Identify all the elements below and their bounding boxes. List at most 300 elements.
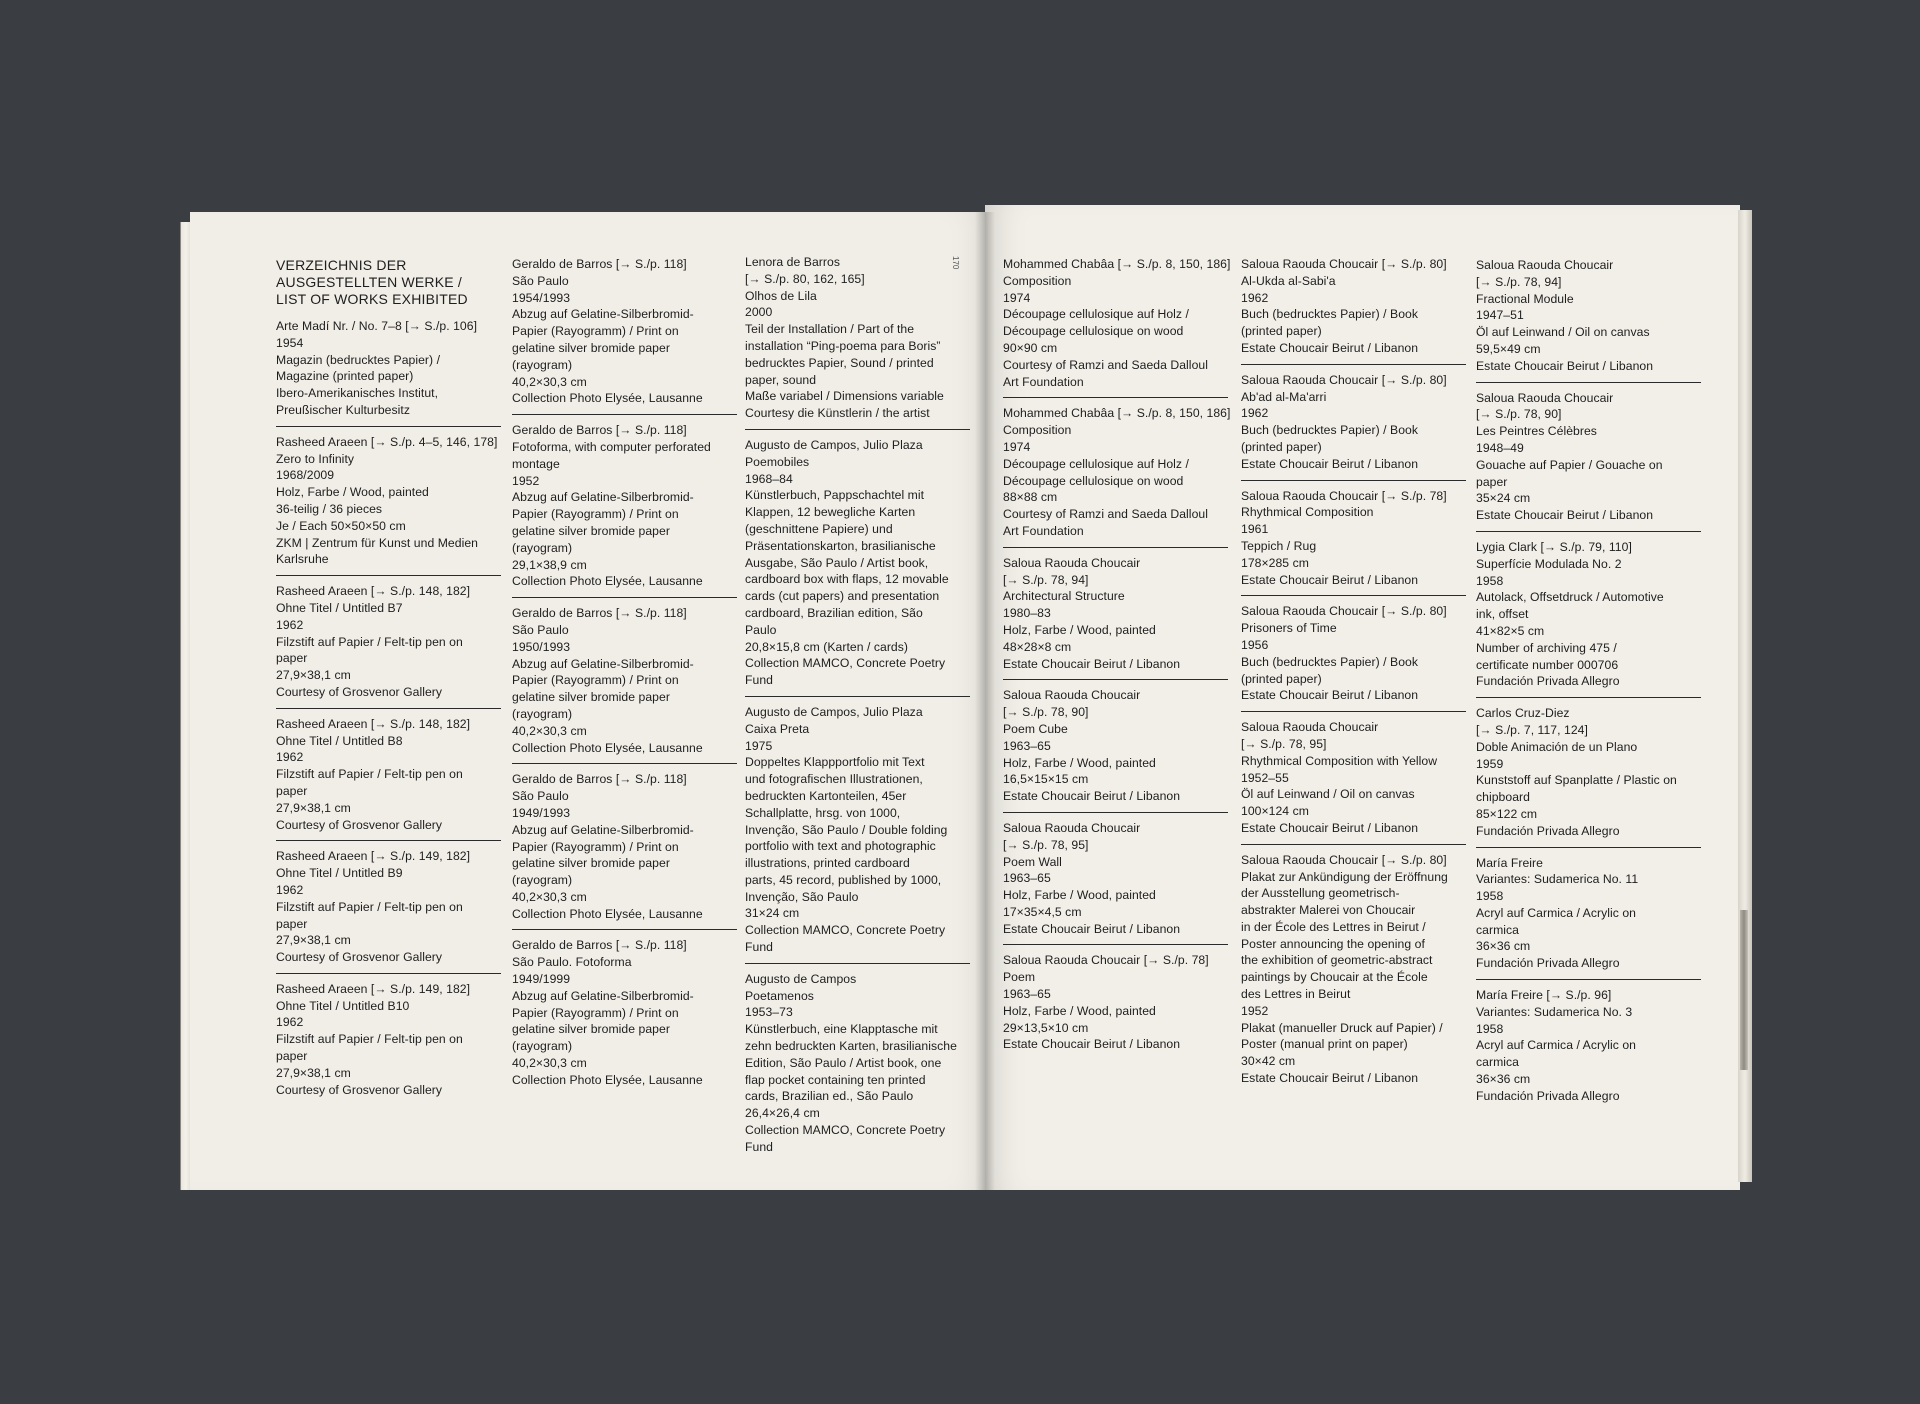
entry-line: 1963–65 xyxy=(1003,987,1051,1002)
entry-line: Estate Choucair Beirut / Libanon xyxy=(1476,358,1654,373)
entry-line: 1954/1993 xyxy=(512,290,571,305)
entry-line: 1980–83 xyxy=(1003,606,1051,621)
entry-line: the exhibition of geometric-abstract xyxy=(1241,953,1433,968)
entry-line: Abzug auf Gelatine-Silberbromid- xyxy=(512,656,694,671)
entry-line: Geraldo de Barros [→ S./p. 118] xyxy=(512,257,687,271)
work-entry xyxy=(276,716,501,842)
entry-line: Künstlerbuch, eine Klapptasche mit xyxy=(745,1022,938,1037)
entry-line: Acryl auf Carmica / Acrylic on xyxy=(1476,1038,1636,1053)
entry-line: Estate Choucair Beirut / Libanon xyxy=(1241,340,1419,355)
entry-line: Rasheed Araeen [→ S./p. 149, 182] xyxy=(276,849,471,864)
entry-line: Collection MAMCO, Concrete Poetry xyxy=(745,923,946,938)
entry-line: Rasheed Araeen [→ S./p. 148, 182] xyxy=(276,716,471,731)
entry-line: (geschnittene Papiere) und xyxy=(745,521,893,536)
entry-line: paintings by Choucair at the École xyxy=(1241,970,1428,985)
entry-line: Holz, Farbe / Wood, painted xyxy=(1003,1003,1156,1018)
entry-line: Estate Choucair Beirut / Libanon xyxy=(1241,688,1419,703)
entry-line: Poster (manual print on paper) xyxy=(1241,1037,1408,1052)
work-entry xyxy=(276,981,501,1106)
entry-line: 88×88 cm xyxy=(1003,490,1058,505)
work-entry xyxy=(1476,855,1701,981)
entry-line: 1962 xyxy=(276,1015,304,1030)
entry-line: São Paulo. Fotoforma xyxy=(512,955,632,970)
entry-line: 26,4×26,4 cm xyxy=(745,1106,820,1121)
work-entry xyxy=(1003,256,1231,398)
entry-line: Estate Choucair Beirut / Libanon xyxy=(1476,508,1654,523)
entry-line: Fundación Privada Allegro xyxy=(1476,956,1620,971)
entry-line: Découpage cellulosique on wood xyxy=(1003,324,1184,339)
entry-line: Courtesy of Grosvenor Gallery xyxy=(276,684,443,699)
work-entry xyxy=(1003,820,1228,946)
entry-line: Carlos Cruz-Diez xyxy=(1476,706,1570,721)
entry-line: Fund xyxy=(745,1139,773,1154)
entry-line: carmica xyxy=(1476,1055,1520,1070)
entry-line: (printed paper) xyxy=(1241,324,1322,339)
work-entry xyxy=(1241,256,1466,365)
entry-line: Estate Choucair Beirut / Libanon xyxy=(1003,789,1181,804)
entry-line: Buch (bedrucktes Papier) / Book xyxy=(1241,423,1419,438)
entry-line: illustrations, printed cardboard xyxy=(745,856,910,871)
entry-line: Découpage cellulosique auf Holz / xyxy=(1003,307,1189,322)
work-entry xyxy=(745,704,970,964)
entry-line: 27,9×38,1 cm xyxy=(276,1065,351,1080)
entry-line: Maße variabel / Dimensions variable xyxy=(745,389,944,404)
entry-line: Preußischer Kulturbesitz xyxy=(276,402,410,417)
entry-line: Holz, Farbe / Wood, painted xyxy=(1003,755,1156,770)
entry-line: Invenção, São Paulo / Double folding xyxy=(745,822,948,837)
entry-line: Courtesy of Grosvenor Gallery xyxy=(276,1082,443,1097)
entry-line: Papier (Rayogramm) / Print on xyxy=(512,839,679,854)
entry-line: paper xyxy=(276,1049,308,1064)
entry-line: Kunststoff auf Spanplatte / Plastic on xyxy=(1476,773,1677,788)
entry-line: Saloua Raouda Choucair [→ S./p. 80] xyxy=(1241,604,1447,619)
entry-line: gelatine silver bromide paper xyxy=(512,523,670,538)
book-gutter xyxy=(975,212,995,1190)
entry-line: Saloua Raouda Choucair [→ S./p. 78] xyxy=(1241,488,1447,503)
entry-line: Lygia Clark [→ S./p. 79, 110] xyxy=(1476,539,1632,554)
entry-line: 20,8×15,8 cm (Karten / cards) xyxy=(745,639,909,654)
work-entry xyxy=(1241,603,1466,712)
entry-line: Estate Choucair Beirut / Libanon xyxy=(1003,656,1181,671)
work-entry xyxy=(745,437,970,697)
entry-line: Augusto de Campos, Julio Plaza xyxy=(745,704,923,719)
entry-line: Doble Animación de un Plano xyxy=(1476,739,1638,754)
entry-line: Number of archiving 475 / xyxy=(1476,640,1617,655)
work-entry xyxy=(512,937,737,1095)
entry-line: Saloua Raouda Choucair [→ S./p. 78] xyxy=(1003,953,1209,968)
entry-line: Filzstift auf Papier / Felt-tip pen on xyxy=(276,899,463,914)
entry-line: Abzug auf Gelatine-Silberbromid- xyxy=(512,822,694,837)
entry-line: cards (cut papers) and presentation xyxy=(745,589,940,604)
entry-line: Poem Wall xyxy=(1003,854,1062,869)
entry-line: 1954 xyxy=(276,335,304,350)
entry-line: 100×124 cm xyxy=(1241,804,1309,819)
entry-line: Superfície Modulada No. 2 xyxy=(1476,556,1622,571)
entry-line: ink, offset xyxy=(1476,607,1529,622)
work-entry xyxy=(1241,852,1466,1094)
entry-line: paper xyxy=(276,651,308,666)
entry-line: Collection Photo Elysée, Lausanne xyxy=(512,1072,703,1087)
entry-line: Estate Choucair Beirut / Libanon xyxy=(1241,572,1419,587)
entry-line: gelatine silver bromide paper xyxy=(512,690,670,705)
entry-line: Collection Photo Elysée, Lausanne xyxy=(512,574,703,589)
entry-line: Poemobiles xyxy=(745,454,810,469)
entry-line: (rayogram) xyxy=(512,706,573,721)
entry-line: Prisoners of Time xyxy=(1241,621,1337,636)
entry-line: Augusto de Campos xyxy=(745,971,857,986)
entry-line: der Ausstellung geometrisch- xyxy=(1241,886,1400,901)
entry-line: Ohne Titel / Untitled B10 xyxy=(276,998,410,1013)
entry-line: und fotografischen Illustrationen, xyxy=(745,772,923,787)
entry-line: 27,9×38,1 cm xyxy=(276,800,351,815)
entry-line: Filzstift auf Papier / Felt-tip pen on xyxy=(276,634,463,649)
entry-line: 1963–65 xyxy=(1003,871,1051,886)
entry-line: 85×122 cm xyxy=(1476,806,1538,821)
entry-line: 1958 xyxy=(1476,1021,1504,1036)
entry-line: Poem xyxy=(1003,970,1036,985)
page-number: 170 xyxy=(951,256,960,270)
entry-line: 27,9×38,1 cm xyxy=(276,933,351,948)
entry-line: [→ S./p. 7, 117, 124] xyxy=(1476,722,1588,737)
entry-line: Fund xyxy=(745,940,773,955)
entry-line: [→ S./p. 78, 94] xyxy=(1476,274,1562,289)
entry-line: des Lettres in Beirut xyxy=(1241,987,1351,1002)
entry-line: chipboard xyxy=(1476,790,1530,805)
entry-line: 1947–51 xyxy=(1476,308,1524,323)
entry-line: Je / Each 50×50×50 cm xyxy=(276,518,406,533)
entry-line: 90×90 cm xyxy=(1003,340,1058,355)
entry-line: 1974 xyxy=(1003,290,1031,305)
entry-line: Magazine (printed paper) xyxy=(276,369,414,384)
entry-line: Ausgabe, São Paulo / Artist book, xyxy=(745,555,929,570)
entry-line: 1968–84 xyxy=(745,471,793,486)
entry-line: 1974 xyxy=(1003,439,1031,454)
entry-line: Öl auf Leinwand / Oil on canvas xyxy=(1241,787,1415,802)
entry-line: 1962 xyxy=(276,617,304,632)
entry-line: [→ S./p. 78, 95] xyxy=(1241,736,1327,751)
entry-line: Courtesy of Grosvenor Gallery xyxy=(276,817,443,832)
entry-line: Holz, Farbe / Wood, painted xyxy=(276,485,429,500)
entry-line: flap pocket containing ten printed xyxy=(745,1072,926,1087)
entry-line: Abzug auf Gelatine-Silberbromid- xyxy=(512,307,694,322)
entry-line: Papier (Rayogramm) / Print on xyxy=(512,673,679,688)
work-entry xyxy=(276,848,501,974)
entry-line: São Paulo xyxy=(512,622,569,637)
column-3 xyxy=(745,254,970,1170)
entry-line: (rayogram) xyxy=(512,1039,573,1054)
entry-line: 1948–49 xyxy=(1476,440,1524,455)
work-entry xyxy=(512,422,737,598)
entry-line: Collection MAMCO, Concrete Poetry xyxy=(745,656,946,671)
entry-line: gelatine silver bromide paper xyxy=(512,340,670,355)
column-5 xyxy=(1241,256,1466,1101)
entry-line: 1958 xyxy=(1476,573,1504,588)
entry-line: Zero to Infinity xyxy=(276,451,355,466)
entry-line: gelatine silver bromide paper xyxy=(512,856,670,871)
work-entry xyxy=(1241,372,1466,481)
entry-line: Estate Choucair Beirut / Libanon xyxy=(1241,1071,1419,1086)
entry-line: 1962 xyxy=(276,882,304,897)
entry-line: Olhos de Lila xyxy=(745,288,817,303)
entry-line: Art Foundation xyxy=(1003,374,1084,389)
entry-line: cardboard box with flaps, 12 movable xyxy=(745,572,949,587)
entry-line: Autolack, Offsetdruck / Automotive xyxy=(1476,590,1664,605)
entry-line: 1950/1993 xyxy=(512,639,571,654)
entry-line: Fundación Privada Allegro xyxy=(1476,823,1620,838)
entry-line: (printed paper) xyxy=(1241,671,1322,686)
entry-line: Acryl auf Carmica / Acrylic on xyxy=(1476,905,1636,920)
entry-line: Al-Ukda al-Sabi'a xyxy=(1241,273,1336,288)
entry-line: 1956 xyxy=(1241,637,1269,652)
entry-line: Découpage cellulosique on wood xyxy=(1003,473,1184,488)
work-entry xyxy=(745,971,970,1163)
entry-line: Collection Photo Elysée, Lausanne xyxy=(512,740,703,755)
entry-line: Ab'ad al-Ma'arri xyxy=(1241,389,1327,404)
entry-line: Collection Photo Elysée, Lausanne xyxy=(512,391,703,406)
entry-line: parts, 45 record, published by 1000, xyxy=(745,872,942,887)
entry-line: Collection Photo Elysée, Lausanne xyxy=(512,906,703,921)
entry-line: 36-teilig / 36 pieces xyxy=(276,501,383,516)
entry-line: 1962 xyxy=(1241,290,1269,305)
entry-line: Karlsruhe xyxy=(276,552,329,567)
work-entry xyxy=(276,583,501,709)
entry-line: Geraldo de Barros [→ S./p. 118] xyxy=(512,772,687,787)
work-entry xyxy=(276,318,501,427)
entry-line: Edition, São Paulo / Artist book, one xyxy=(745,1055,942,1070)
entry-line: Composition xyxy=(1003,423,1072,438)
column-4 xyxy=(1003,256,1231,1067)
entry-line: carmica xyxy=(1476,922,1520,937)
entry-line: zehn bedruckten Karten, brasilianische xyxy=(745,1039,957,1054)
entry-line: Filzstift auf Papier / Felt-tip pen on xyxy=(276,1032,463,1047)
entry-line: Plakat zur Ankündigung der Eröffnung xyxy=(1241,869,1448,884)
entry-line: 41×82×5 cm xyxy=(1476,623,1545,638)
entry-line: Rhythmical Composition xyxy=(1241,505,1374,520)
entry-line: (rayogram) xyxy=(512,357,573,372)
entry-line: Buch (bedrucktes Papier) / Book xyxy=(1241,307,1419,322)
entry-line: 35×24 cm xyxy=(1476,491,1531,506)
entry-line: 1961 xyxy=(1241,522,1269,537)
entry-line: [→ S./p. 80, 162, 165] xyxy=(745,271,865,286)
heading-line: VERZEICHNIS DER xyxy=(276,257,407,273)
entry-line: Courtesy of Ramzi and Saeda Dalloul xyxy=(1003,357,1208,372)
entry-line: Geraldo de Barros [→ S./p. 118] xyxy=(512,423,687,438)
entry-line: Les Peintres Célèbres xyxy=(1476,424,1597,439)
work-entry xyxy=(276,434,501,576)
entry-line: Composition xyxy=(1003,273,1072,288)
work-entry xyxy=(1476,705,1701,847)
entry-line: Gouache auf Papier / Gouache on xyxy=(1476,457,1663,472)
entry-line: Ohne Titel / Untitled B7 xyxy=(276,600,403,615)
entry-line: ZKM | Zentrum für Kunst und Medien xyxy=(276,535,478,550)
entry-line: Buch (bedrucktes Papier) / Book xyxy=(1241,654,1419,669)
entry-line: 16,5×15×15 cm xyxy=(1003,772,1089,787)
entry-line: Papier (Rayogramm) / Print on xyxy=(512,324,679,339)
entry-line: (printed paper) xyxy=(1241,439,1322,454)
entry-line: 59,5×49 cm xyxy=(1476,341,1541,356)
entry-line: 29,1×38,9 cm xyxy=(512,557,587,572)
entry-line: portfolio with text and photographic xyxy=(745,839,936,854)
entry-line: Augusto de Campos, Julio Plaza xyxy=(745,437,923,452)
entry-line: Teil der Installation / Part of the xyxy=(745,322,915,337)
column-2 xyxy=(512,256,737,1103)
entry-line: (rayogram) xyxy=(512,873,573,888)
entry-line: Ohne Titel / Untitled B8 xyxy=(276,733,403,748)
entry-line: Poem Cube xyxy=(1003,721,1068,736)
work-entry xyxy=(1241,488,1466,597)
entry-line: Art Foundation xyxy=(1003,523,1084,538)
entry-line: Mohammed Chabâa [→ S./p. 8, 150, 186] xyxy=(1003,406,1231,421)
heading-line: AUSGESTELLTEN WERKE / xyxy=(276,274,462,290)
entry-line: Saloua Raouda Choucair [→ S./p. 80] xyxy=(1241,852,1447,867)
work-entry xyxy=(1476,390,1701,532)
entry-line: 1949/1999 xyxy=(512,972,571,987)
entry-line: Saloua Raouda Choucair xyxy=(1003,688,1141,703)
entry-line: Holz, Farbe / Wood, painted xyxy=(1003,888,1156,903)
entry-line: 40,2×30,3 cm xyxy=(512,723,587,738)
work-entry xyxy=(1003,555,1228,681)
entry-line: Paulo xyxy=(745,622,777,637)
entry-line: Fund xyxy=(745,673,773,688)
entry-line: bedruckten Kartonteilen, 45er xyxy=(745,788,907,803)
entry-line: Rasheed Araeen [→ S./p. 4–5, 146, 178] xyxy=(276,434,498,449)
entry-line: Courtesy of Grosvenor Gallery xyxy=(276,950,443,965)
entry-line: Estate Choucair Beirut / Libanon xyxy=(1003,1037,1181,1052)
entry-line: Magazin (bedrucktes Papier) / xyxy=(276,352,441,367)
entry-line: Saloua Raouda Choucair xyxy=(1241,720,1379,735)
entry-line: Künstlerbuch, Pappschachtel mit xyxy=(745,488,925,503)
entry-line: Lenora de Barros xyxy=(745,255,840,269)
entry-line: cards, Brazilian ed., São Paulo xyxy=(745,1089,914,1104)
entry-line: Doppeltes Klappportfolio mit Text xyxy=(745,755,925,770)
work-entry xyxy=(1003,687,1228,813)
entry-line: certificate number 000706 xyxy=(1476,657,1619,672)
entry-line: Ibero-Amerikanisches Institut, xyxy=(276,386,439,401)
entry-line: São Paulo xyxy=(512,789,569,804)
entry-line: paper xyxy=(276,916,308,931)
entry-line: (rayogram) xyxy=(512,540,573,555)
entry-line: Variantes: Sudamerica No. 11 xyxy=(1476,872,1639,887)
entry-line: bedrucktes Papier, Sound / printed xyxy=(745,355,934,370)
entry-line: Courtesy of Ramzi and Saeda Dalloul xyxy=(1003,507,1208,522)
entry-line: Architectural Structure xyxy=(1003,589,1125,604)
entry-line: Filzstift auf Papier / Felt-tip pen on xyxy=(276,767,463,782)
entry-line: 1962 xyxy=(1241,406,1269,421)
entry-line: Saloua Raouda Choucair [→ S./p. 80] xyxy=(1241,257,1447,271)
entry-line: Papier (Rayogramm) / Print on xyxy=(512,507,679,522)
entry-line: Rhythmical Composition with Yellow xyxy=(1241,753,1438,768)
entry-line: paper xyxy=(276,783,308,798)
entry-line: in der École des Lettres in Beirut / xyxy=(1241,919,1426,934)
entry-line: 40,2×30,3 cm xyxy=(512,1056,587,1071)
entry-line: Klappen, 12 bewegliche Karten xyxy=(745,505,916,520)
entry-line: 1953–73 xyxy=(745,1005,793,1020)
entry-line: 1968/2009 xyxy=(276,468,335,483)
entry-line: Ohne Titel / Untitled B9 xyxy=(276,866,403,881)
entry-line: Schallplatte, hrsg. von 1000, xyxy=(745,805,901,820)
entry-line: 31×24 cm xyxy=(745,906,800,921)
page-stack-right xyxy=(1738,210,1752,1182)
work-entry xyxy=(1476,987,1701,1112)
entry-line: [→ S./p. 78, 90] xyxy=(1003,705,1089,720)
entry-line: 36×36 cm xyxy=(1476,1072,1531,1087)
work-entry xyxy=(512,605,737,764)
work-entry xyxy=(512,771,737,930)
work-entry xyxy=(745,254,970,430)
entry-line: 1963–65 xyxy=(1003,738,1051,753)
work-entry xyxy=(1003,952,1228,1060)
entry-line: 1952–55 xyxy=(1241,770,1289,785)
entry-line: María Freire xyxy=(1476,855,1543,870)
entry-line: 36×36 cm xyxy=(1476,939,1531,954)
entry-line: Saloua Raouda Choucair [→ S./p. 80] xyxy=(1241,372,1447,387)
entry-line: Saloua Raouda Choucair xyxy=(1476,390,1614,405)
entry-line: Abzug auf Gelatine-Silberbromid- xyxy=(512,490,694,505)
entry-line: 178×285 cm xyxy=(1241,555,1309,570)
heading-line: LIST OF WORKS EXHIBITED xyxy=(276,291,468,307)
entry-line: 30×42 cm xyxy=(1241,1054,1296,1069)
entry-line: Poetamenos xyxy=(745,988,814,1003)
work-entry xyxy=(512,256,737,415)
entry-line: Caixa Preta xyxy=(745,721,810,736)
entry-line: Estate Choucair Beirut / Libanon xyxy=(1241,456,1419,471)
entry-line: Saloua Raouda Choucair xyxy=(1003,820,1141,835)
entry-line: Geraldo de Barros [→ S./p. 118] xyxy=(512,606,687,621)
entry-line: 1952 xyxy=(512,473,540,488)
entry-line: 1952 xyxy=(1241,1003,1269,1018)
entry-line: montage xyxy=(512,456,560,471)
list-heading xyxy=(276,257,501,308)
work-entry xyxy=(1476,539,1701,698)
entry-line: Arte Madí Nr. / No. 7–8 [→ S./p. 106] xyxy=(276,319,478,333)
entry-line: Estate Choucair Beirut / Libanon xyxy=(1003,921,1181,936)
entry-line: 48×28×8 cm xyxy=(1003,639,1072,654)
entry-line: paper xyxy=(1476,474,1508,489)
entry-line: Fundación Privada Allegro xyxy=(1476,674,1620,689)
column-6 xyxy=(1476,257,1701,1119)
entry-line: Fundación Privada Allegro xyxy=(1476,1088,1620,1103)
entry-line: Poster announcing the opening of xyxy=(1241,936,1425,951)
column-1 xyxy=(276,257,501,1112)
entry-line: [→ S./p. 78, 90] xyxy=(1476,407,1562,422)
entry-line: Variantes: Sudamerica No. 3 xyxy=(1476,1004,1633,1019)
entry-line: Holz, Farbe / Wood, painted xyxy=(1003,622,1156,637)
entry-line: São Paulo xyxy=(512,273,569,288)
entry-line: Courtesy die Künstlerin / the artist xyxy=(745,406,930,421)
entry-line: Estate Choucair Beirut / Libanon xyxy=(1241,820,1419,835)
entry-line: Découpage cellulosique auf Holz / xyxy=(1003,456,1189,471)
entry-line: Teppich / Rug xyxy=(1241,538,1317,553)
entry-line: 1949/1993 xyxy=(512,805,571,820)
entry-line: Fractional Module xyxy=(1476,291,1574,306)
entry-line: 1962 xyxy=(276,750,304,765)
entry-line: [→ S./p. 78, 95] xyxy=(1003,837,1089,852)
entry-line: Fotoforma, with computer perforated xyxy=(512,439,711,454)
entry-line: María Freire [→ S./p. 96] xyxy=(1476,988,1612,1003)
entry-line: gelatine silver bromide paper xyxy=(512,1022,670,1037)
entry-line: 27,9×38,1 cm xyxy=(276,668,351,683)
entry-line: 29×13,5×10 cm xyxy=(1003,1020,1089,1035)
entry-line: 17×35×4,5 cm xyxy=(1003,904,1082,919)
entry-line: Collection MAMCO, Concrete Poetry xyxy=(745,1123,946,1138)
work-entry xyxy=(1003,405,1231,547)
entry-line: Papier (Rayogramm) / Print on xyxy=(512,1005,679,1020)
entry-line: Rasheed Araeen [→ S./p. 148, 182] xyxy=(276,584,471,599)
entry-line: 40,2×30,3 cm xyxy=(512,374,587,389)
work-entry xyxy=(1476,257,1701,383)
entry-line: paper, sound xyxy=(745,372,817,387)
entry-line: [→ S./p. 78, 94] xyxy=(1003,572,1089,587)
